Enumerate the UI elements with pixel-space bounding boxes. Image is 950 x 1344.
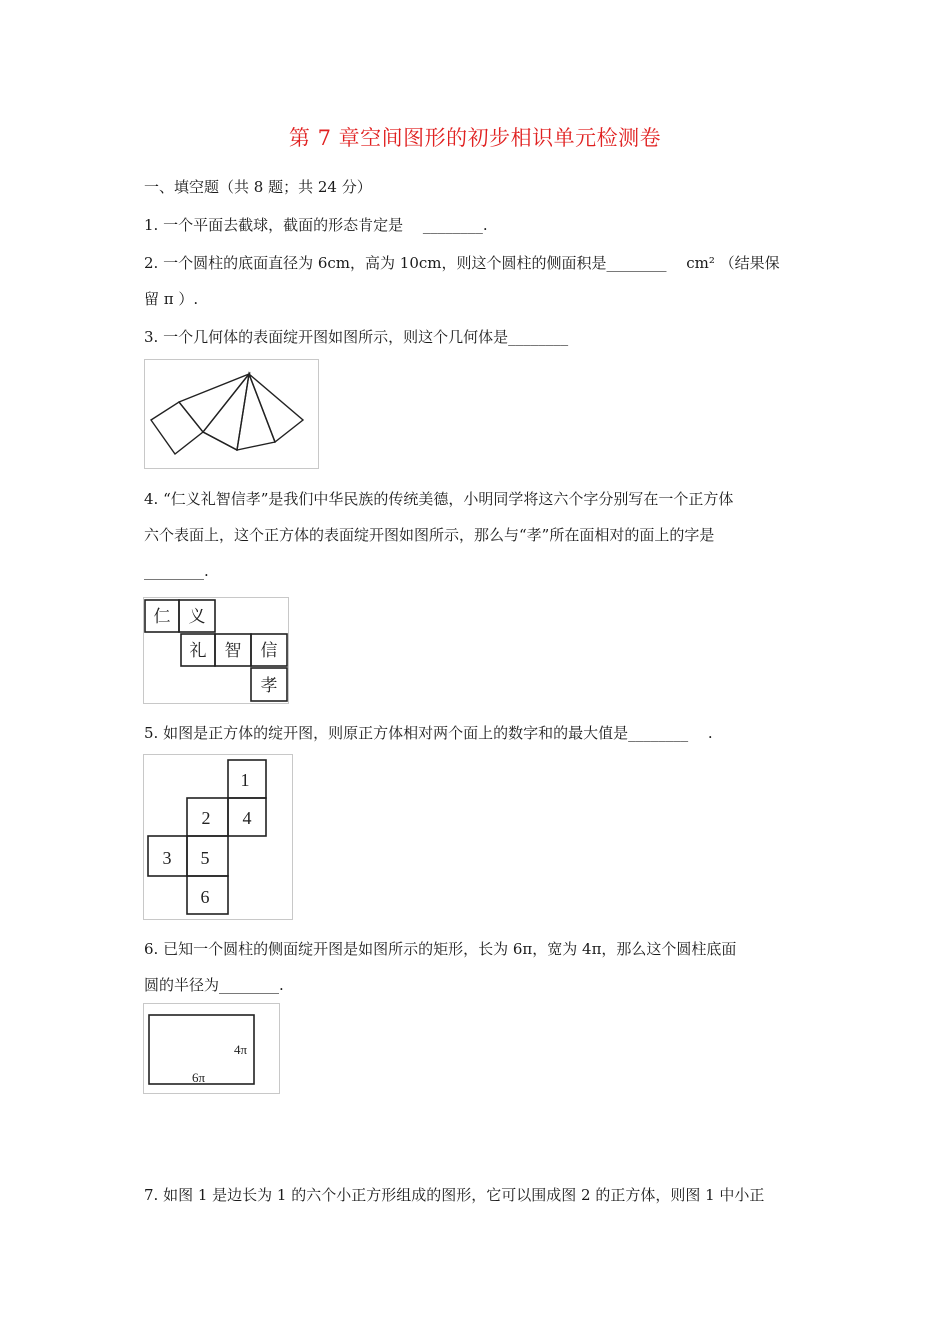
question-4-line-1: 4. “仁义礼智信孝”是我们中华民族的传统美德，小明同学将这六个字分别写在一个正方体 — [144, 490, 734, 508]
net-triangle-1 — [179, 374, 249, 432]
net-square-left — [151, 402, 203, 454]
cube-face-4: 4 — [242, 808, 252, 828]
net-triangle-2 — [203, 374, 249, 450]
cube-cell-yi: 义 — [188, 607, 206, 627]
rectangle-figure — [143, 1003, 280, 1094]
question-5: 5. 如图是正方体的绽开图，则原正方体相对两个面上的数字和的最大值是________ . — [144, 724, 713, 742]
cube-face-1: 1 — [240, 770, 250, 790]
rectangle-drawing — [144, 1004, 279, 1093]
rectangle-width-label: 4π — [234, 1042, 248, 1057]
section-heading: 一、填空题（共 8 题；共 24 分） — [144, 178, 372, 196]
question-1: 1. 一个平面去截球，截面的形态肯定是 ________. — [144, 216, 488, 234]
question-6-line-2: 圆的半径为________. — [144, 976, 284, 994]
cube-face-5: 5 — [200, 848, 210, 868]
page-title: 第 7 章空间图形的初步相识单元检测卷 — [288, 126, 662, 150]
number-cube-net-figure — [143, 754, 293, 920]
cube-cell-li: 礼 — [189, 641, 207, 661]
rectangle-length-label: 6π — [192, 1070, 206, 1085]
question-4-line-2: 六个表面上，这个正方体的表面绽开图如图所示，那么与“孝”所在面相对的面上的字是 — [144, 526, 715, 544]
cube-cell-ren: 仁 — [153, 607, 171, 627]
cube-cell-xin: 信 — [260, 641, 278, 661]
question-2-line-2: 留 π ）. — [144, 290, 199, 308]
question-3: 3. 一个几何体的表面绽开图如图所示，则这个几何体是________ — [144, 328, 569, 346]
character-cube-net-figure — [143, 597, 289, 704]
character-cube-net-drawing — [144, 598, 288, 703]
cube-cell-xiao: 孝 — [260, 676, 278, 696]
cube-face-6: 6 — [200, 887, 210, 907]
cube-cell-zhi: 智 — [224, 641, 242, 661]
question-6-line-1: 6. 已知一个圆柱的侧面绽开图是如图所示的矩形，长为 6π，宽为 4π，那么这个圆柱底面 — [144, 940, 737, 958]
net-triangle-3 — [237, 374, 275, 450]
net-triangle-4 — [249, 374, 303, 442]
number-cube-net-drawing — [144, 755, 292, 919]
pyramid-net-figure — [144, 359, 319, 469]
question-4-line-3: ________. — [144, 562, 209, 580]
question-2-line-1: 2. 一个圆柱的底面直径为 6cm，高为 10cm，则这个圆柱的侧面积是________ cm² （结果保 — [144, 254, 780, 272]
question-7: 7. 如图 1 是边长为 1 的六个小正方形组成的图形，它可以围成图 2 的正方体，则图 1 中小正 — [144, 1186, 765, 1204]
pyramid-net-drawing — [145, 360, 318, 468]
cube-face-3: 3 — [162, 848, 172, 868]
cube-face-2: 2 — [201, 808, 211, 828]
